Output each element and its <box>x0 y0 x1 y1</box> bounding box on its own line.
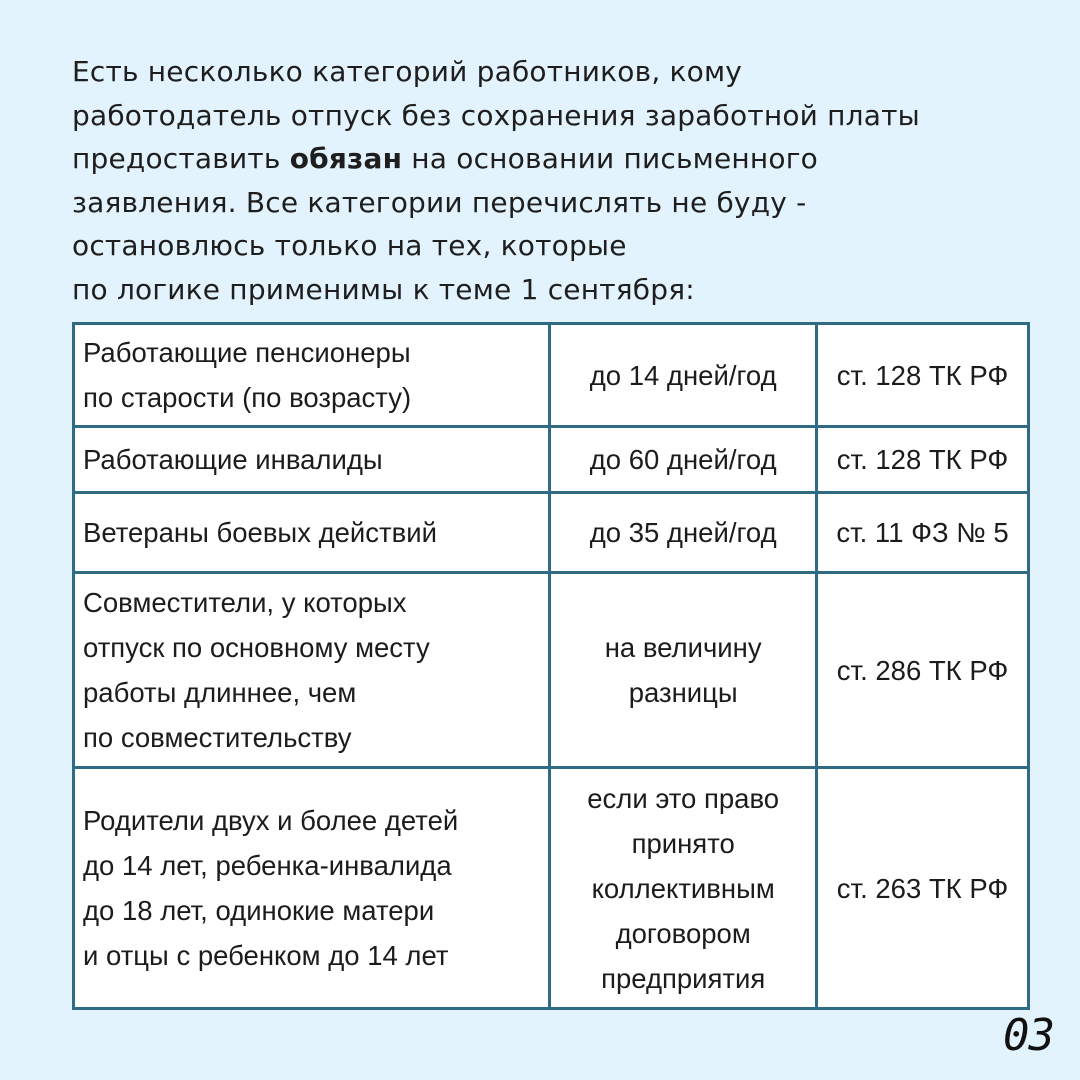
table-row <box>74 573 1029 768</box>
duration-cell <box>550 768 817 1009</box>
cell-line: по старости (по возрасту) <box>83 382 412 413</box>
category-cell <box>74 573 550 768</box>
intro-line: по логике применимы к теме 1 сентября: <box>72 272 695 306</box>
category-cell <box>74 493 550 573</box>
cell-line: Родители двух и более детей <box>83 805 459 836</box>
intro-line <box>72 137 1012 181</box>
table-row <box>74 324 1029 427</box>
cell-line: до 35 дней/год <box>589 517 777 548</box>
table-row <box>74 427 1029 493</box>
category-cell <box>74 768 550 1009</box>
category-cell <box>74 324 550 427</box>
intro-emphasis: обязан <box>289 142 403 175</box>
cell-line: до 18 лет, одинокие матери <box>83 895 435 926</box>
cell-line: Работающие пенсионеры <box>83 337 411 368</box>
cell-line: Ветераны боевых действий <box>83 517 437 548</box>
leave-categories-table <box>72 322 1030 1010</box>
cell-line: по совместительству <box>83 722 352 753</box>
cell-line: и отцы с ребенком до 14 лет <box>83 940 449 971</box>
law-cell: ст. 286 ТК РФ <box>817 573 1029 768</box>
cell-line: принято <box>631 827 735 859</box>
law-cell: ст. 128 ТК РФ <box>817 324 1029 427</box>
law-cell: ст. 11 ФЗ № 5 <box>817 493 1029 573</box>
cell-line: работы длиннее, чем <box>83 677 357 708</box>
duration-cell <box>550 573 817 768</box>
cell-line: Совместители, у которых <box>83 587 407 618</box>
duration-cell <box>550 493 817 573</box>
table-row <box>74 493 1029 573</box>
cell-line: до 14 лет, ребенка-инвалида <box>83 850 452 881</box>
page-number: 03 <box>1003 1010 1054 1061</box>
cell-line: Работающие инвалиды <box>83 444 383 475</box>
duration-cell <box>550 324 817 427</box>
table-row <box>74 768 1029 1009</box>
intro-line: Есть несколько категорий работников, кому <box>72 55 743 88</box>
law-cell: ст. 263 ТК РФ <box>817 768 1029 1009</box>
intro-line: работодатель отпуск без сохранения заработной платы <box>72 98 920 132</box>
cell-line: коллективным <box>591 872 775 904</box>
category-cell <box>74 427 550 493</box>
intro-line: остановлюсь только на тех, которые <box>72 229 627 262</box>
cell-line: предприятия <box>601 962 766 994</box>
intro-line-part: предоставить <box>72 142 290 175</box>
cell-line: договором <box>615 917 751 949</box>
intro-line-part: на основании письменного <box>402 142 818 175</box>
cell-line: отпуск по основному месту <box>83 632 430 663</box>
cell-line: до 60 дней/год <box>589 444 777 475</box>
cell-line: до 14 дней/год <box>589 359 777 391</box>
duration-cell <box>550 427 817 493</box>
intro-line: заявления. Все категории перечислять не буду - <box>72 185 807 219</box>
cell-line: если это право <box>587 782 780 814</box>
cell-line: разницы <box>628 677 738 708</box>
intro-text <box>72 50 1012 311</box>
cell-line: на величину <box>604 632 762 663</box>
law-cell: ст. 128 ТК РФ <box>817 427 1029 493</box>
